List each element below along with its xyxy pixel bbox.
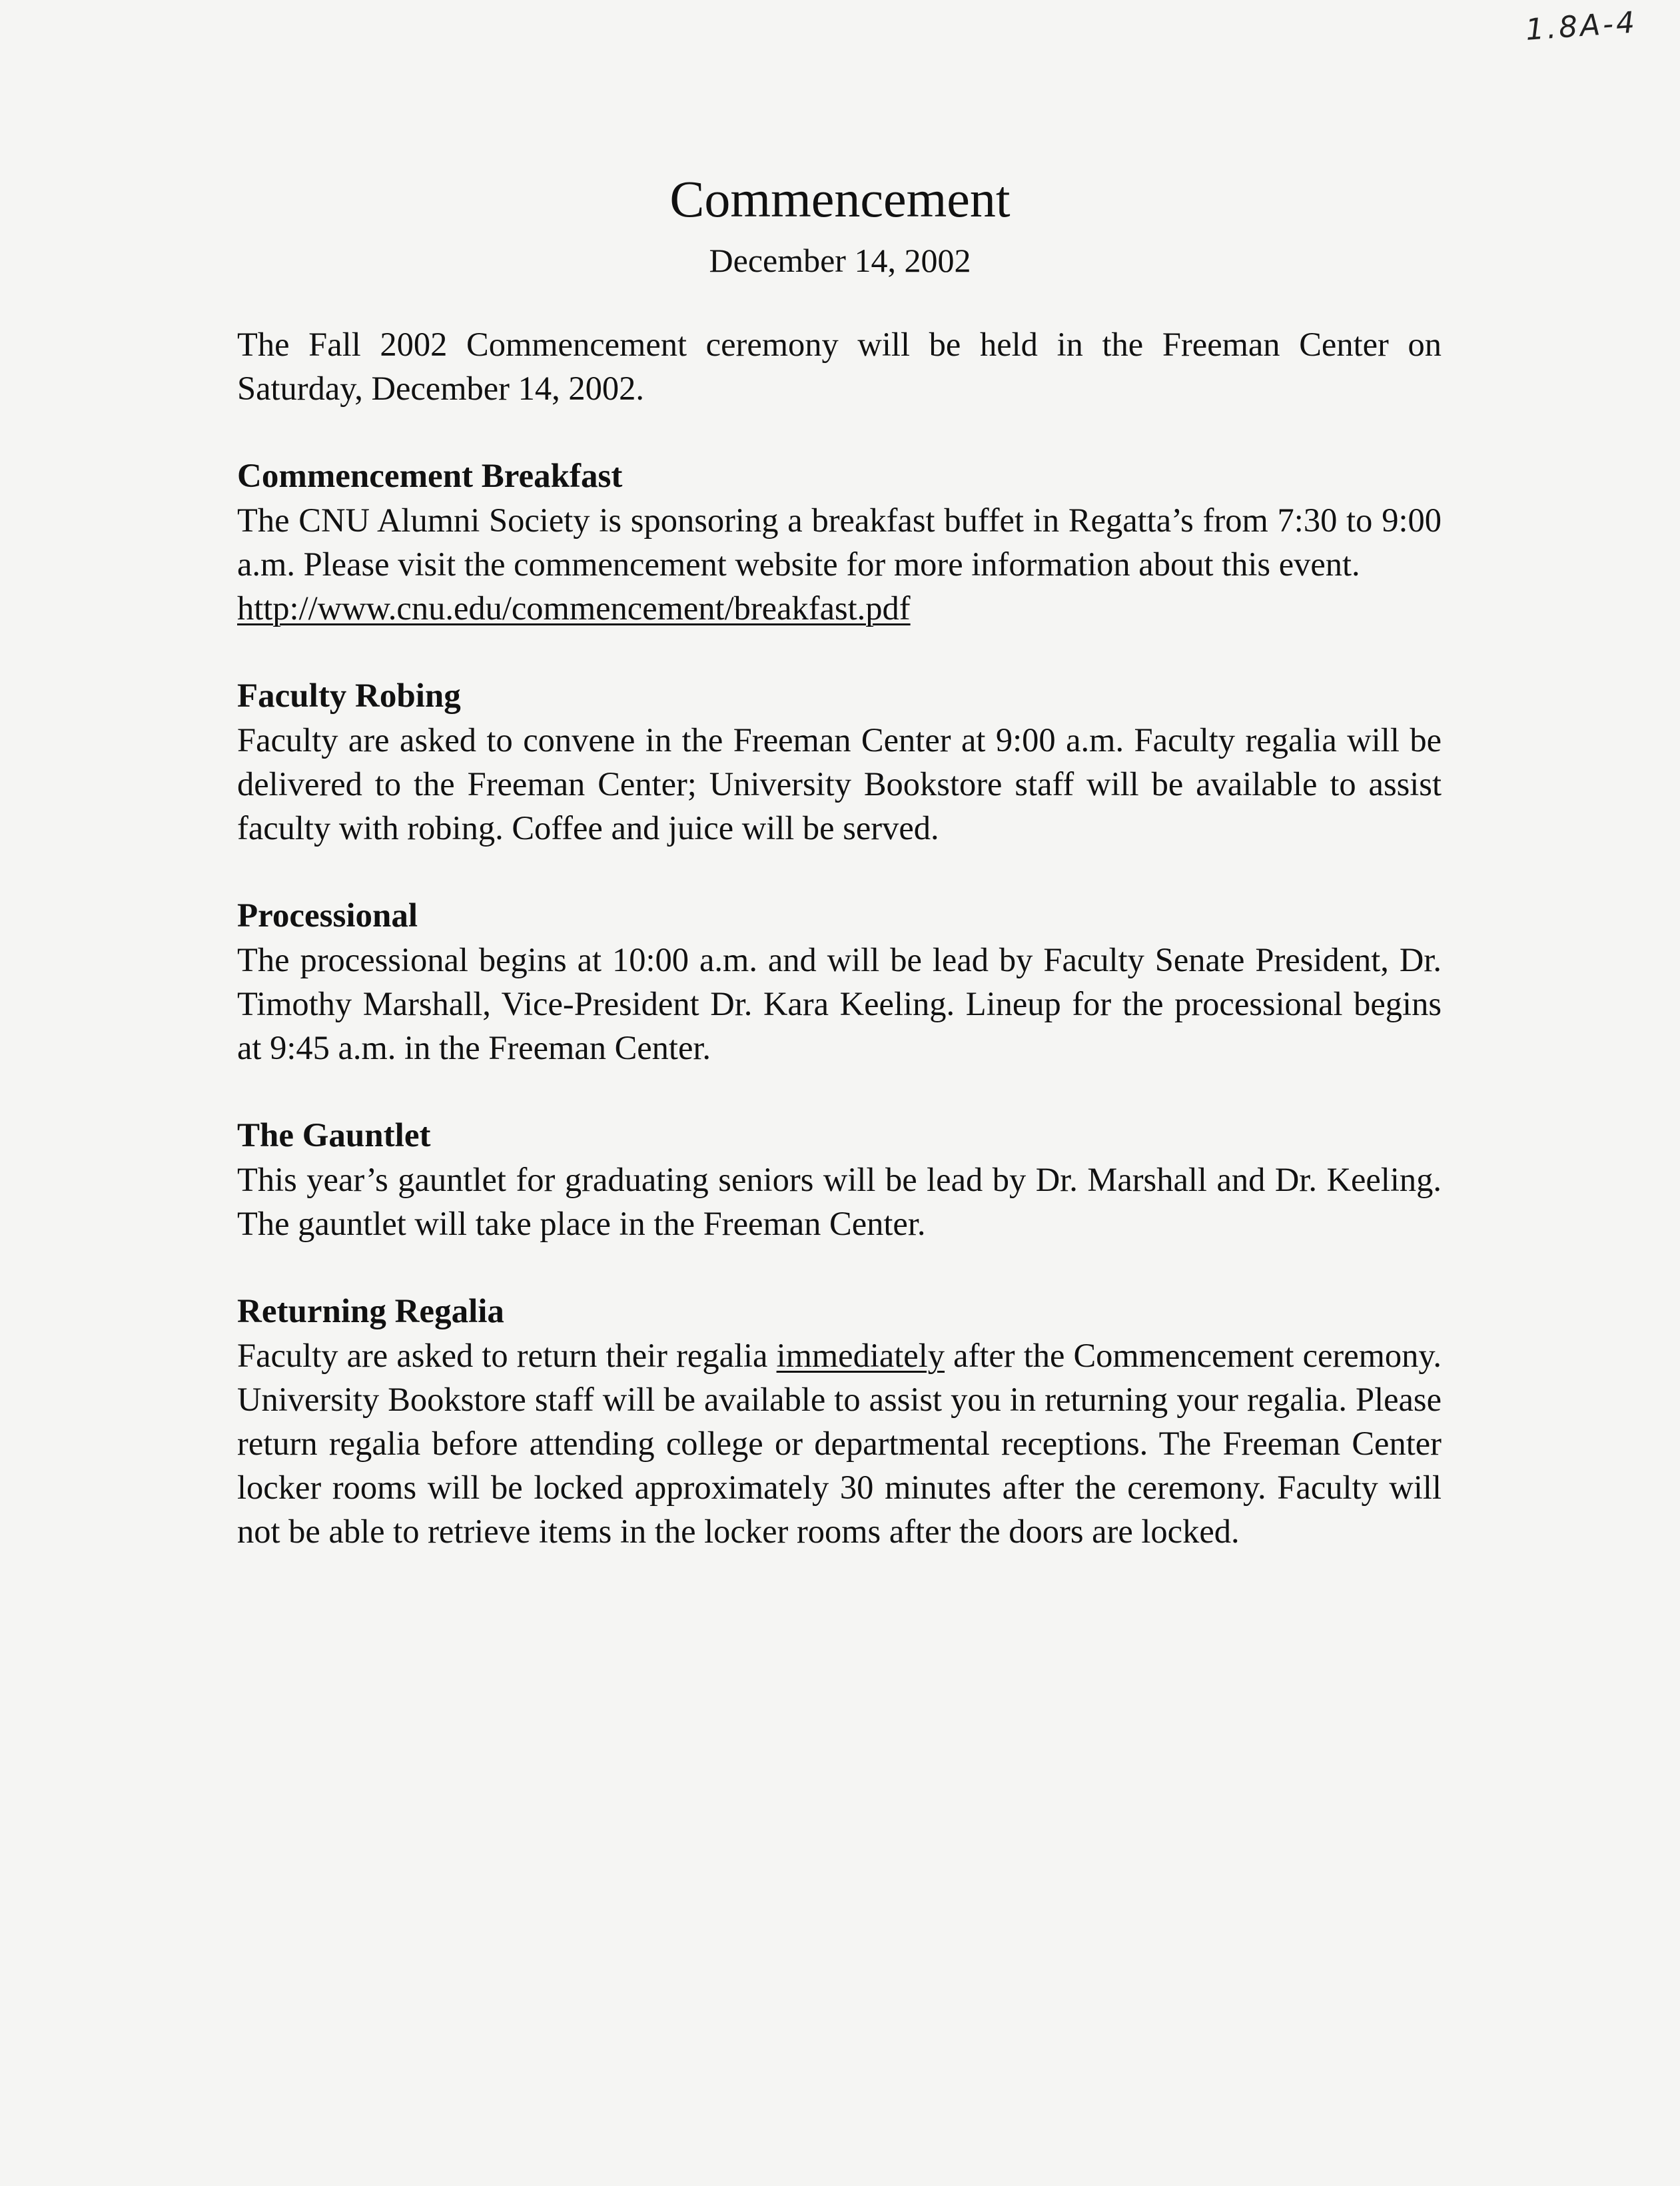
intro-paragraph: The Fall 2002 Commencement ceremony will be held in the Freeman Center on Saturday, December 14, 2002. [237,326,1442,407]
document-body [237,322,1442,1553]
section-robing [237,674,1442,850]
section-heading-regalia: Returning Regalia [237,1293,504,1330]
section-heading-processional: Processional [237,897,418,934]
page-date: December 14, 2002 [709,242,971,279]
section-breakfast [237,454,1442,630]
handwritten-note: 1.8A-4 [1524,5,1639,47]
regalia-emphasis: immediately [776,1337,945,1374]
section-heading-gauntlet: The Gauntlet [237,1117,431,1154]
section-heading-breakfast: Commencement Breakfast [237,458,623,495]
section-body-processional: The processional begins at 10:00 a.m. and will be lead by Faculty Senate President, Dr. Timothy Marshall, Vice-President Dr. Kara Keeling. Lineup for the processional begins at 9:45 a.m. in the Freeman Center. [237,941,1442,1066]
section-gauntlet [237,1114,1442,1246]
regalia-text-after: after the Commencement ceremony. University Bookstore staff will be available to assist you in returning your regalia. Please return regalia before attending college or departmental receptions. The Freeman Center locker rooms will be locked approximately 30 minutes after the ceremony. Faculty will not be able to retrieve items in the locker rooms after the doors are locked. [237,1337,1442,1550]
section-regalia [237,1289,1442,1553]
breakfast-link-line [237,586,1442,630]
page-title: Commencement [669,170,1011,228]
section-heading-robing: Faculty Robing [237,677,461,715]
section-processional [237,894,1442,1070]
regalia-text-before: Faculty are asked to return their regalia [237,1337,777,1374]
section-body-regalia [237,1333,1442,1553]
breakfast-link[interactable]: http://www.cnu.edu/commencement/breakfast.pdf [237,589,911,627]
section-body-robing: Faculty are asked to convene in the Freeman Center at 9:00 a.m. Faculty regalia will be delivered to the Freeman Center; University Bookstore staff will be available to assist faculty with robing. Coffee and juice will be served. [237,721,1442,847]
section-body-breakfast: The CNU Alumni Society is sponsoring a breakfast buffet in Regatta’s from 7:30 to 9:00 a.m. Please visit the commencement website for more information about this event. [237,502,1442,583]
section-body-gauntlet: This year’s gauntlet for graduating seniors will be lead by Dr. Marshall and Dr. Keeling. The gauntlet will take place in the Freeman Center. [237,1161,1442,1242]
